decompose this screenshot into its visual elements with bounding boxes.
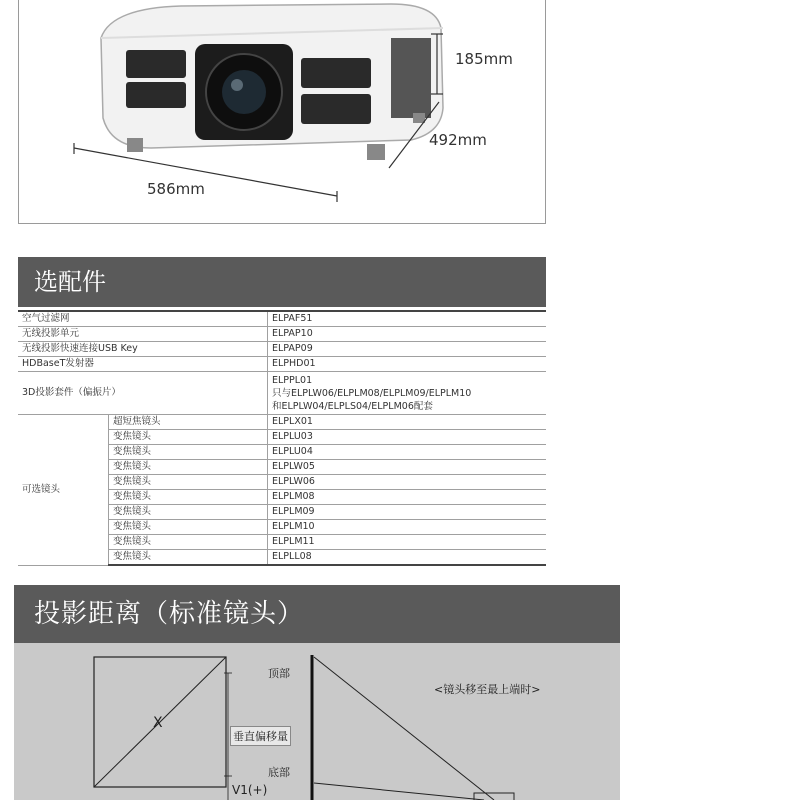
- lens-type: 变焦镜头: [109, 490, 268, 505]
- lens-code: ELPLW05: [268, 460, 547, 475]
- depth-label: 492mm: [429, 131, 487, 149]
- lens-code: ELPLM10: [268, 520, 547, 535]
- height-label: 185mm: [455, 50, 513, 68]
- lens-type: 变焦镜头: [109, 475, 268, 490]
- diagram-graphics: [14, 643, 620, 800]
- accessory-name: 3D投影套件（偏振片）: [18, 372, 268, 415]
- table-row: [18, 311, 546, 327]
- lens-code: ELPLX01: [268, 415, 547, 430]
- lens-type: 变焦镜头: [109, 505, 268, 520]
- lens-code: ELPLM09: [268, 505, 547, 520]
- accessory-code: ELPAP09: [268, 342, 547, 357]
- accessory-code: ELPAP10: [268, 327, 547, 342]
- lens-code: ELPLM08: [268, 490, 547, 505]
- accessories-table: [18, 310, 546, 566]
- dimension-lines: [19, 0, 547, 224]
- lens-category: 可选镜头: [18, 415, 109, 566]
- diagonal-label: X: [153, 715, 163, 731]
- lens-code: ELPLU04: [268, 445, 547, 460]
- projection-header: 投影距离（标准镜头）: [14, 585, 620, 643]
- lens-type: 超短焦镜头: [109, 415, 268, 430]
- lens-type: 变焦镜头: [109, 430, 268, 445]
- accessory-code: ELPAF51: [268, 311, 547, 327]
- lens-code: ELPLU03: [268, 430, 547, 445]
- lens-shift-note: <镜头移至最上端时>: [434, 683, 541, 696]
- accessory-name: HDBaseT发射器: [18, 357, 268, 372]
- lens-code: ELPLL08: [268, 550, 547, 566]
- table-row: [18, 342, 546, 357]
- projection-diagram: [14, 643, 620, 800]
- vertical-shift-label: 垂直偏移量: [230, 726, 291, 746]
- accessory-code: ELPHD01: [268, 357, 547, 372]
- lens-code: ELPLW06: [268, 475, 547, 490]
- lens-type: 变焦镜头: [109, 460, 268, 475]
- lens-type: 变焦镜头: [109, 535, 268, 550]
- accessory-code: ELPPL01: [272, 374, 313, 386]
- accessory-note: 和ELPLW04/ELPLS04/ELPLM06配套: [272, 400, 433, 412]
- table-row: [18, 415, 546, 430]
- accessory-note: 只与ELPLW06/ELPLM08/ELPLM09/ELPLM10: [272, 387, 472, 399]
- accessory-name: 无线投影单元: [18, 327, 268, 342]
- accessories-header: 选配件: [18, 257, 546, 307]
- bottom-label: 底部: [268, 766, 290, 779]
- accessory-code-block: [268, 372, 547, 415]
- lens-type: 变焦镜头: [109, 445, 268, 460]
- lens-type: 变焦镜头: [109, 520, 268, 535]
- lens-code: ELPLM11: [268, 535, 547, 550]
- dimension-panel: [18, 0, 546, 224]
- table-row: [18, 372, 546, 415]
- lens-type: 变焦镜头: [109, 550, 268, 566]
- table-row: [18, 357, 546, 372]
- accessory-name: 无线投影快速连接USB Key: [18, 342, 268, 357]
- width-label: 586mm: [147, 180, 205, 198]
- accessory-name: 空气过滤网: [18, 311, 268, 327]
- top-label: 顶部: [268, 667, 290, 680]
- table-row: [18, 327, 546, 342]
- v1-label: V1(+): [232, 783, 268, 797]
